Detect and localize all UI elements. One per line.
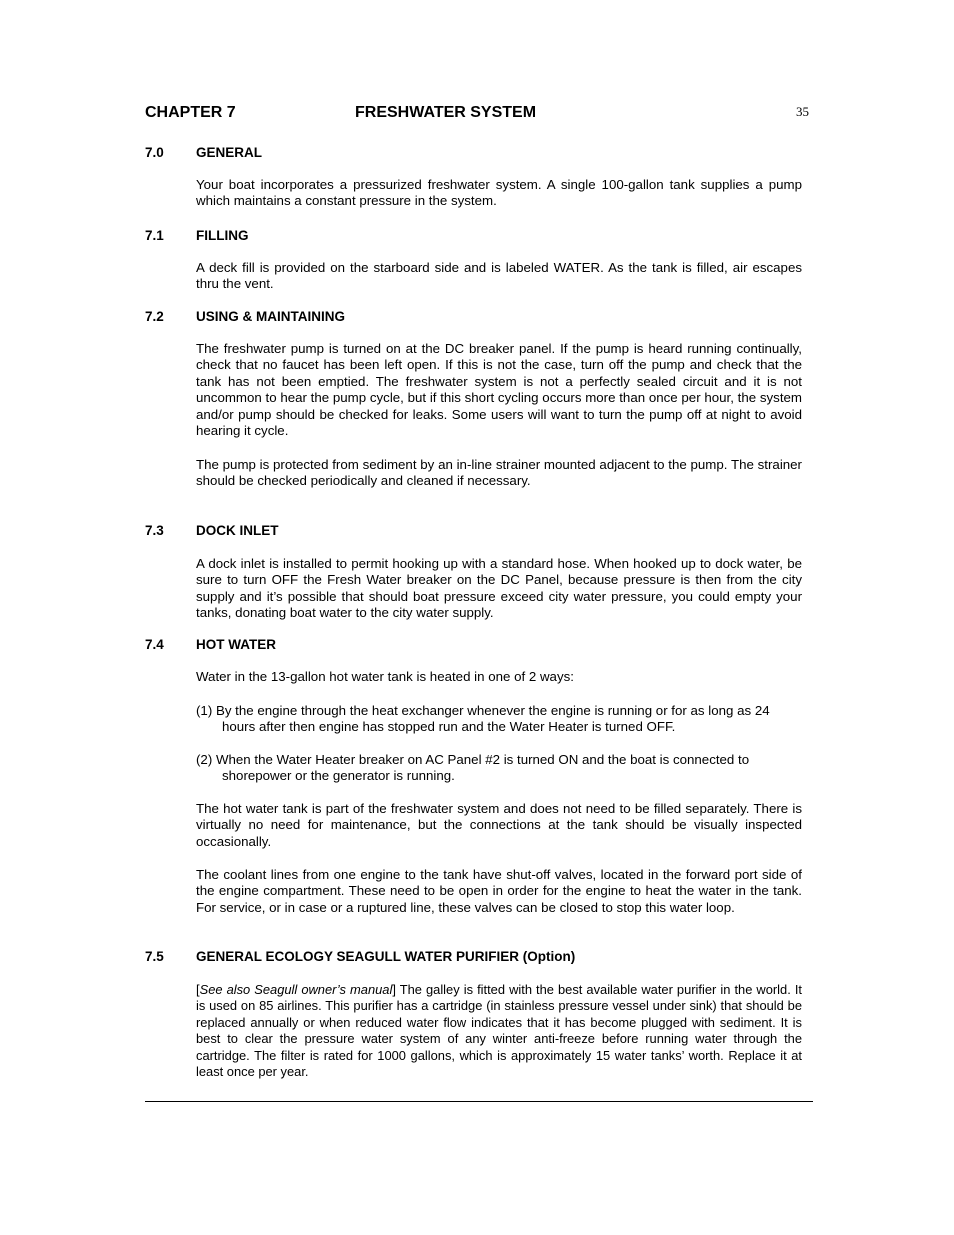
list-item-engine-heating: (1) By the engine through the heat exchanger whenever the engine is running or for as long as 24 hours after then engine has stopped run and the Water Heater is turned OFF.	[196, 703, 770, 735]
section-number-7-5: 7.5	[145, 949, 164, 964]
section-title-water-purifier: GENERAL ECOLOGY SEAGULL WATER PURIFIER (Option)	[196, 949, 576, 964]
section-title-general: GENERAL	[196, 145, 263, 160]
bracket-open: [	[196, 982, 200, 997]
section-title-hot-water: HOT WATER	[196, 637, 276, 652]
paragraph-filling: A deck fill is provided on the starboard side and is labeled WATER. As the tank is filled, air escapes thru the vent.	[196, 260, 802, 292]
chapter-title: FRESHWATER SYSTEM	[355, 104, 537, 121]
paragraph-coolant-lines: The coolant lines from one engine to the tank have shut-off valves, located in the forward port side of the engine compartment. These need to be open in order for the engine to heat the water in the tank. For service, or in case or a ruptured line, these valves can be closed to stop this water loop.	[196, 867, 802, 915]
section-number-7-1: 7.1	[145, 228, 164, 243]
section-number-7-0: 7.0	[145, 145, 164, 160]
section-number-7-4: 7.4	[145, 637, 164, 652]
paragraph-strainer: The pump is protected from sediment by an in-line strainer mounted adjacent to the pump. The strainer should be checked periodically and cleaned if necessary.	[196, 457, 802, 489]
manual-reference: See also Seagull owner’s manual	[199, 982, 393, 997]
list-item-ac-heating: (2) When the Water Heater breaker on AC Panel #2 is turned ON and the boat is connected to shorepower or the generator is running.	[196, 752, 750, 784]
paragraph-dock-inlet: A dock inlet is installed to permit hooking up with a standard hose. When hooked up to dock water, be sure to turn OFF the Fresh Water breaker on the DC Panel, because pressure is then from the city supply and it’s possible that should boat pressure exceed city water pressure, you could empty your tanks, donating boat water to the city water supply.	[196, 556, 802, 621]
page-number: 35	[796, 104, 809, 119]
paragraph-hot-water-tank: The hot water tank is part of the freshwater system and does not need to be filled separately. There is virtually no need for maintenance, but the connections at the tank should be visually inspected occasionally.	[196, 801, 802, 849]
paragraph-water-purifier	[196, 982, 802, 1080]
chapter-label: CHAPTER 7	[145, 104, 236, 121]
section-title-dock-inlet: DOCK INLET	[196, 523, 279, 538]
paragraph-general: Your boat incorporates a pressurized freshwater system. A single 100-gallon tank supplies a pump which maintains a constant pressure in the system.	[196, 177, 802, 209]
purifier-text: ] The galley is fitted with the best available water purifier in the world. It is used on 85 airlines. This purifier has a cartridge (in stainless pressure vessel under sink) that should be replaced annually or when reduced water flow indicates that it has become plugged with sediment. It is best to clear the pressure water system of any winter anti-freeze before running water through the cartridge. The filter is rated for 1000 gallons, which is approximately 15 water tanks’ worth. Replace it at least once per year.	[196, 982, 803, 1080]
section-title-using-maintaining: USING & MAINTAINING	[196, 309, 345, 324]
section-title-filling: FILLING	[196, 228, 249, 243]
paragraph-hot-water-intro: Water in the 13-gallon hot water tank is heated in one of 2 ways:	[196, 669, 574, 684]
paragraph-pump-usage: The freshwater pump is turned on at the DC breaker panel. If the pump is heard running continually, check that no faucet has been left open. If this is not the case, turn off the pump and check that the tank has not been emptied. The freshwater system is not a perfectly sealed circuit and it is not uncommon to hear the pump cycle, but if this short cycling occurs more than once per hour, the system and/or pump should be checked for leaks. Some users will want to turn the pump off at night to avoid hearing it cycle.	[196, 341, 802, 439]
section-number-7-3: 7.3	[145, 523, 164, 538]
footer-rule	[145, 1101, 813, 1102]
section-number-7-2: 7.2	[145, 309, 164, 324]
